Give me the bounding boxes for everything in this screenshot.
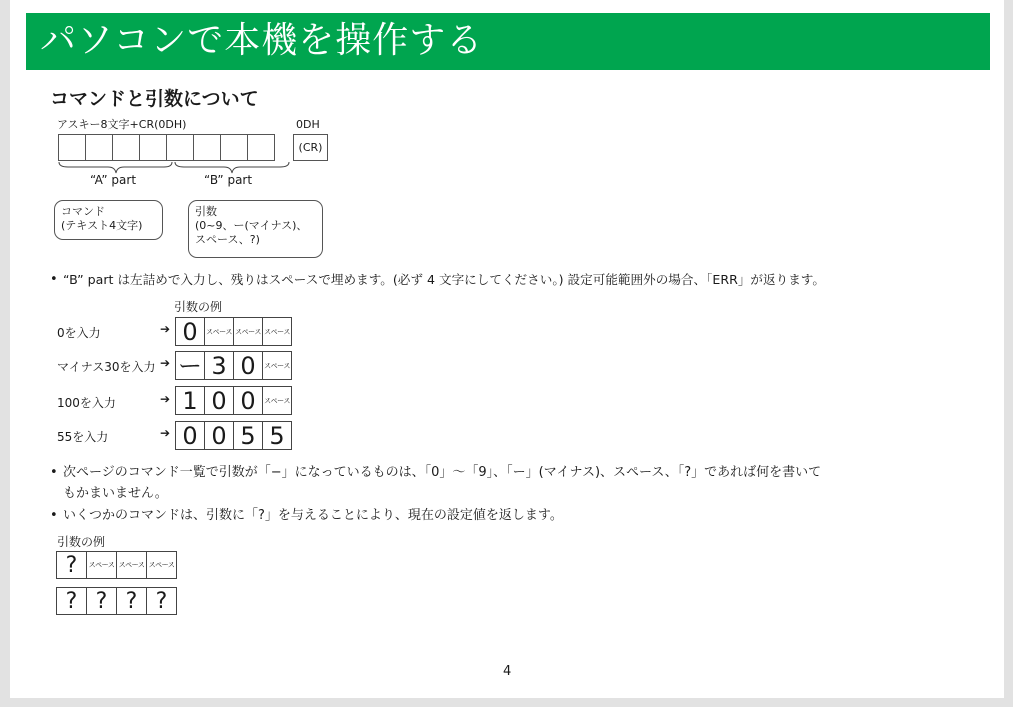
arrow-icon: ➔ (160, 392, 171, 406)
odh-label: 0DH (296, 118, 320, 131)
char-cell: 0 (175, 421, 205, 450)
space-cell: スペース (262, 351, 292, 380)
example-label: 55を入力 (57, 430, 109, 444)
cr-cell: (CR) (293, 134, 328, 161)
char-cell: ー (175, 351, 205, 380)
example-row (175, 351, 291, 380)
space-cell: スペース (204, 317, 234, 346)
arrow-icon: ➔ (160, 322, 171, 336)
command-cell (58, 134, 86, 161)
argument-cell (247, 134, 275, 161)
char-cell: 0 (233, 386, 263, 415)
char-cell: ? (116, 587, 147, 615)
space-cell: スペース (262, 386, 292, 415)
char-cell: ? (56, 587, 87, 615)
char-cell: 0 (204, 386, 234, 415)
document-page (10, 0, 1004, 698)
page-number: 4 (503, 664, 512, 679)
part-a-label: “A” part (90, 173, 137, 187)
example-row (175, 421, 291, 450)
example-label: マイナス30を入力 (57, 360, 156, 374)
query-row (56, 587, 176, 615)
brace-a (59, 162, 172, 173)
space-cell: スペース (116, 551, 147, 579)
char-cell: 5 (233, 421, 263, 450)
command-cell (85, 134, 113, 161)
title-banner (26, 13, 990, 70)
command-cell (112, 134, 140, 161)
command-cell (139, 134, 167, 161)
arrow-icon: ➔ (160, 356, 171, 370)
argument-cell (166, 134, 194, 161)
bullet-text: “B” part は左詰めで入力し、残りはスペースで埋めます。(必ず 4 文字にしてください。) 設定可能範囲外の場合、「ERR」が返ります。 (63, 272, 825, 287)
argument-cell (220, 134, 248, 161)
example-row (175, 386, 291, 415)
callout-line: スペース、?) (195, 233, 260, 246)
callout-line: (0~9、ー(マイナス)、 (195, 219, 308, 232)
query-example-title: 引数の例 (57, 535, 106, 549)
brace-b (175, 162, 289, 173)
ascii-format-label: アスキー8文字+CR(0DH) (57, 118, 187, 131)
command-cells (58, 134, 274, 161)
char-cell: ? (146, 587, 177, 615)
bullet-text: いくつかのコマンドは、引数に「?」を与えることにより、現在の設定値を返します。 (63, 508, 563, 523)
examples-title: 引数の例 (174, 300, 223, 314)
char-cell: 0 (233, 351, 263, 380)
space-cell: スペース (233, 317, 263, 346)
space-cell: スペース (146, 551, 177, 579)
example-row (175, 317, 291, 346)
callout-line: (テキスト4文字) (61, 219, 143, 232)
char-cell: ? (56, 551, 87, 579)
part-b-label: “B” part (204, 173, 253, 187)
char-cell: 5 (262, 421, 292, 450)
arrow-icon: ➔ (160, 426, 171, 440)
space-cell: スペース (86, 551, 117, 579)
char-cell: ? (86, 587, 117, 615)
example-label: 0を入力 (57, 326, 101, 340)
space-cell: スペース (262, 317, 292, 346)
argument-cell (193, 134, 221, 161)
command-callout (54, 200, 163, 240)
callout-line: コマンド (61, 205, 105, 218)
bullet-text: もかまいません。 (63, 486, 168, 501)
example-label: 100を入力 (57, 396, 116, 410)
char-cell: 1 (175, 386, 205, 415)
char-cell: 0 (204, 421, 234, 450)
section-title: コマンドと引数について (50, 88, 259, 110)
bullet-text: 次ページのコマンド一覧で引数が「−」になっているものは、「0」〜「9」、「ー」(マイナス)、スペース、「?」であれば何を書いて (63, 465, 822, 480)
char-cell: 0 (175, 317, 205, 346)
bullet-dot: • (50, 272, 58, 287)
bullet-dot: • (50, 465, 58, 480)
page-title: パソコンで本機を操作する (40, 20, 484, 61)
query-row (56, 551, 176, 579)
bullet-dot: • (50, 508, 58, 523)
argument-callout (188, 200, 323, 258)
char-cell: 3 (204, 351, 234, 380)
callout-line: 引数 (195, 205, 217, 218)
